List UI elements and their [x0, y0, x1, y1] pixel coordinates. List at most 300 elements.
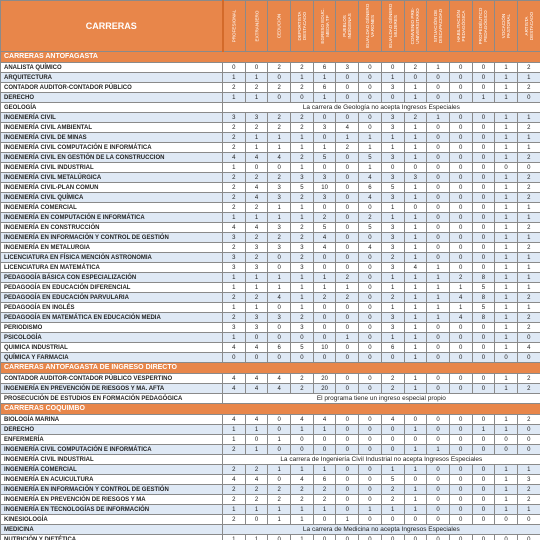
quota-cell: 2	[404, 63, 427, 73]
quota-cell: 0	[336, 213, 359, 223]
quota-cell: 1	[404, 143, 427, 153]
quota-cell: 0	[336, 93, 359, 103]
quota-cell: 3	[404, 173, 427, 183]
quota-cell: 1	[404, 465, 427, 475]
quota-cell: 2	[245, 293, 268, 303]
quota-cell: 1	[495, 183, 518, 193]
quota-cell: 0	[472, 173, 495, 183]
quota-cell: 0	[313, 263, 336, 273]
quota-cell: 2	[223, 243, 246, 253]
quota-cell: 1	[381, 333, 404, 343]
quota-cell: 0	[427, 143, 450, 153]
quota-cell: 0	[427, 203, 450, 213]
quota-cell: 1	[313, 465, 336, 475]
quota-cell: 0	[359, 253, 382, 263]
quota-cell: 0	[449, 213, 472, 223]
quota-cell: 0	[472, 475, 495, 485]
quota-cell: 2	[381, 485, 404, 495]
quota-cell: 0	[449, 143, 472, 153]
quota-cell: 0	[449, 163, 472, 173]
quota-cell: 1	[427, 63, 450, 73]
quota-cell: 3	[223, 233, 246, 243]
table-row	[1, 333, 540, 343]
quota-cell: 1	[517, 303, 540, 313]
career-name: CONTADOR AUDITOR-CONTADOR PÚBLICO VESPERTINO	[1, 374, 223, 384]
quota-cell: 0	[291, 333, 314, 343]
quota-cell: 2	[291, 123, 314, 133]
quota-cell: 0	[313, 163, 336, 173]
quota-cell: 0	[336, 465, 359, 475]
quota-cell: 4	[359, 173, 382, 183]
quota-cell: 4	[517, 343, 540, 353]
quota-cell: 1	[517, 283, 540, 293]
quota-cell: 0	[381, 425, 404, 435]
quota-cell: 2	[517, 223, 540, 233]
quota-cell: 3	[291, 243, 314, 253]
quota-cell: 2	[268, 173, 291, 183]
quota-cell: 1	[223, 93, 246, 103]
table-row	[1, 253, 540, 263]
table-row	[1, 283, 540, 293]
quota-cell: 0	[268, 263, 291, 273]
quota-cell: 0	[268, 333, 291, 343]
career-name: MEDICINA	[1, 525, 223, 535]
career-name: PEDAGOGÍA EN INGLÉS	[1, 303, 223, 313]
quota-cell: 0	[495, 435, 518, 445]
table-row	[1, 93, 540, 103]
quota-cell: 0	[313, 535, 336, 540]
quota-cell: 2	[223, 203, 246, 213]
quota-cell: 0	[449, 123, 472, 133]
quota-cell: 1	[495, 273, 518, 283]
quota-cell: 0	[359, 73, 382, 83]
quota-cell: 1	[495, 343, 518, 353]
column-header	[427, 1, 450, 52]
quota-cell: 0	[427, 93, 450, 103]
career-name: DERECHO	[1, 93, 223, 103]
table-row	[1, 163, 540, 173]
quota-cell: 1	[404, 233, 427, 243]
quota-cell: 3	[268, 193, 291, 203]
quota-cell: 0	[495, 535, 518, 540]
quota-cell: 0	[381, 445, 404, 455]
quota-cell: 1	[404, 223, 427, 233]
quota-cell: 1	[404, 293, 427, 303]
career-name: INGENIERÍA CIVIL INDUSTRIAL	[1, 455, 223, 465]
quota-cell: 3	[223, 323, 246, 333]
quota-cell: 0	[336, 73, 359, 83]
career-name: INGENIERÍA EN TECNOLOGÍAS DE INFORMACIÓN	[1, 505, 223, 515]
quota-cell: 10	[313, 183, 336, 193]
quota-cell: 1	[223, 535, 246, 540]
quota-cell: 0	[472, 73, 495, 83]
quota-cell: 0	[245, 333, 268, 343]
quota-cell: 6	[313, 63, 336, 73]
quota-cell: 4	[223, 153, 246, 163]
quota-cell: 1	[291, 515, 314, 525]
quota-cell: 4	[245, 223, 268, 233]
career-name: PEDAGOGÍA EN EDUCACIÓN DIFERENCIAL	[1, 283, 223, 293]
quota-cell: 1	[268, 465, 291, 475]
quota-cell: 1	[245, 283, 268, 293]
quota-cell: 0	[359, 374, 382, 384]
quota-cell: 2	[223, 515, 246, 525]
quota-cell: 1	[404, 333, 427, 343]
quota-cell: 1	[472, 93, 495, 103]
quota-cell: 0	[472, 445, 495, 455]
quota-cell: 1	[268, 515, 291, 525]
quota-cell: 1	[245, 535, 268, 540]
quota-cell: 5	[291, 343, 314, 353]
quota-cell: 1	[495, 384, 518, 394]
quota-cell: 0	[291, 93, 314, 103]
table-row	[1, 515, 540, 525]
quota-cell: 2	[381, 495, 404, 505]
quota-cell: 1	[291, 163, 314, 173]
quota-cell: 0	[359, 535, 382, 540]
quota-cell: 1	[291, 273, 314, 283]
quota-cell: 0	[449, 83, 472, 93]
quota-cell: 2	[517, 495, 540, 505]
column-header-label: SITUACIÓN DE DISCAPACIDAD	[433, 8, 444, 44]
column-header-label: HABILITACIÓN PEDAGÓGICA	[455, 10, 466, 42]
quota-cell: 4	[245, 384, 268, 394]
quota-cell: 3	[223, 253, 246, 263]
quota-cell: 1	[313, 273, 336, 283]
quota-cell: 1	[336, 333, 359, 343]
quota-cell: 5	[472, 283, 495, 293]
quota-cell: 4	[245, 475, 268, 485]
quota-cell: 0	[359, 83, 382, 93]
quota-cell: 2	[291, 374, 314, 384]
quota-cell: 1	[268, 203, 291, 213]
quota-cell: 1	[495, 374, 518, 384]
career-name: INGENIERÍA CIVIL QUÍMICA	[1, 193, 223, 203]
quota-cell: 2	[517, 83, 540, 93]
quota-cell: 0	[336, 505, 359, 515]
quota-cell: 0	[517, 425, 540, 435]
quota-cell: 0	[223, 353, 246, 363]
quota-cell: 2	[223, 123, 246, 133]
quota-cell: 2	[223, 293, 246, 303]
quota-cell: 2	[517, 183, 540, 193]
quota-cell: 2	[313, 293, 336, 303]
quota-cell: 4	[268, 293, 291, 303]
quota-cell: 4	[245, 415, 268, 425]
quota-cell: 0	[427, 133, 450, 143]
career-name: KINESIOLOGÍA	[1, 515, 223, 525]
quota-cell: 1	[404, 123, 427, 133]
quota-cell: 1	[313, 143, 336, 153]
quota-cell: 4	[359, 243, 382, 253]
quota-cell: 0	[359, 303, 382, 313]
quota-cell: 0	[472, 435, 495, 445]
quota-cell: 5	[359, 153, 382, 163]
quota-cell: 1	[495, 293, 518, 303]
quota-cell: 1	[404, 485, 427, 495]
quota-cell: 3	[381, 193, 404, 203]
table-row	[1, 435, 540, 445]
quota-cell: 3	[291, 323, 314, 333]
quota-cell: 1	[245, 303, 268, 313]
career-name: INGENIERÍA EN INFORMACIÓN Y CONTROL DE GESTIÓN	[1, 485, 223, 495]
quota-cell: 0	[313, 353, 336, 363]
quota-cell: 4	[449, 313, 472, 323]
column-header	[359, 1, 382, 52]
quota-cell: 0	[472, 323, 495, 333]
quota-cell: 0	[449, 73, 472, 83]
quota-cell: 0	[359, 233, 382, 243]
quota-cell: 0	[495, 353, 518, 363]
quota-cell: 3	[245, 263, 268, 273]
quota-cell: 1	[313, 73, 336, 83]
table-row	[1, 374, 540, 384]
quota-cell: 1	[495, 63, 518, 73]
quota-cell: 0	[427, 505, 450, 515]
quota-cell: 1	[245, 505, 268, 515]
quota-cell: 0	[449, 495, 472, 505]
career-name: LICENCIATURA EN FÍSICA MENCIÓN ASTRONOMIA	[1, 253, 223, 263]
quota-cell: 4	[291, 475, 314, 485]
quota-cell: 0	[359, 123, 382, 133]
quota-cell: 3	[381, 173, 404, 183]
quota-cell: 1	[336, 133, 359, 143]
quota-cell: 0	[472, 374, 495, 384]
column-header	[517, 1, 540, 52]
quota-cell: 6	[268, 343, 291, 353]
career-name: INGENIERÍA EN CONSTRUCCIÓN	[1, 223, 223, 233]
quota-cell: 1	[404, 133, 427, 143]
column-header	[336, 1, 359, 52]
quota-cell: 0	[359, 415, 382, 425]
section-title: CARRERAS ANTOFAGASTA DE INGRESO DIRECTO	[1, 363, 540, 374]
quota-cell: 0	[449, 253, 472, 263]
quota-cell: 2	[404, 113, 427, 123]
quota-cell: 0	[359, 495, 382, 505]
career-name: ENFERMERÍA	[1, 435, 223, 445]
quota-cell: 2	[245, 465, 268, 475]
table-row	[1, 173, 540, 183]
table-row	[1, 203, 540, 213]
quota-cell: 2	[291, 313, 314, 323]
quota-cell: 6	[313, 83, 336, 93]
quota-cell: 0	[359, 475, 382, 485]
quota-cell: 1	[313, 283, 336, 293]
quota-cell: 0	[359, 435, 382, 445]
quota-cell: 2	[313, 495, 336, 505]
quota-cell: 1	[291, 505, 314, 515]
quota-cell: 1	[404, 303, 427, 313]
quota-cell: 2	[223, 485, 246, 495]
quota-cell: 0	[359, 353, 382, 363]
quota-cell: 1	[404, 193, 427, 203]
quota-cell: 0	[268, 93, 291, 103]
quota-cell: 1	[359, 133, 382, 143]
quota-cell: 1	[495, 465, 518, 475]
quota-cell: 1	[268, 273, 291, 283]
quota-cell: 3	[381, 153, 404, 163]
quota-cell: 0	[449, 353, 472, 363]
quota-cell: 2	[517, 485, 540, 495]
quota-cell: 1	[223, 273, 246, 283]
quota-cell: 0	[359, 113, 382, 123]
quota-cell: 0	[427, 495, 450, 505]
quota-cell: 1	[359, 505, 382, 515]
quota-cell: 0	[472, 343, 495, 353]
quota-cell: 4	[223, 415, 246, 425]
quota-cell: 1	[245, 73, 268, 83]
quota-cell: 0	[427, 333, 450, 343]
quota-cell: 4	[245, 374, 268, 384]
quota-cell: 1	[495, 213, 518, 223]
section-title: CARRERAS ANTOFAGASTA	[1, 52, 540, 63]
quota-cell: 1	[223, 333, 246, 343]
career-name: INGENIERÍA CIVIL COMPUTACIÓN E INFORMÁTICA	[1, 445, 223, 455]
quota-cell: 0	[449, 263, 472, 273]
quota-cell: 0	[245, 353, 268, 363]
quota-cell: 0	[449, 63, 472, 73]
quota-cell: 0	[336, 193, 359, 203]
quota-cell: 4	[268, 384, 291, 394]
quota-cell: 6	[359, 183, 382, 193]
quota-cell: 0	[427, 374, 450, 384]
career-name: ARQUITECTURA	[1, 73, 223, 83]
table-row	[1, 273, 540, 283]
quota-cell: 1	[517, 273, 540, 283]
quota-cell: 0	[404, 415, 427, 425]
quota-cell: 0	[472, 353, 495, 363]
quota-cell: 0	[427, 153, 450, 163]
quota-cell: 0	[359, 263, 382, 273]
table-row	[1, 415, 540, 425]
table-row	[1, 313, 540, 323]
quota-cell: 1	[404, 253, 427, 263]
quota-cell: 0	[359, 515, 382, 525]
quota-cell: 1	[449, 283, 472, 293]
quota-cell: 0	[245, 435, 268, 445]
quota-cell: 1	[404, 153, 427, 163]
quota-cell: 2	[268, 123, 291, 133]
quota-cell: 0	[336, 435, 359, 445]
quota-cell: 1	[495, 223, 518, 233]
quota-cell: 2	[245, 83, 268, 93]
table-row	[1, 485, 540, 495]
quota-cell: 0	[359, 93, 382, 103]
quota-cell: 3	[313, 193, 336, 203]
career-name: INGENIERÍA CIVIL COMPUTACIÓN E INFORMÁTICA	[1, 143, 223, 153]
quota-cell: 0	[427, 123, 450, 133]
quota-cell: 20	[313, 374, 336, 384]
quota-cell: 0	[449, 193, 472, 203]
quota-cell: 0	[359, 293, 382, 303]
quota-cell: 0	[427, 183, 450, 193]
table-row	[1, 83, 540, 93]
quota-cell: 1	[517, 143, 540, 153]
quota-cell: 3	[245, 313, 268, 323]
quota-cell: 1	[291, 143, 314, 153]
quota-cell: 1	[495, 233, 518, 243]
career-name: INGENIERÍA COMERCIAL	[1, 465, 223, 475]
quota-cell: 1	[245, 273, 268, 283]
quota-cell: 4	[381, 415, 404, 425]
quota-cell: 4	[223, 384, 246, 394]
quota-cell: 0	[313, 435, 336, 445]
quota-cell: 1	[245, 213, 268, 223]
quota-cell: 1	[291, 73, 314, 83]
quota-cell: 1	[427, 293, 450, 303]
quota-cell: 3	[245, 323, 268, 333]
quota-cell: 0	[313, 133, 336, 143]
quota-cell: 0	[427, 384, 450, 394]
quota-cell: 0	[472, 253, 495, 263]
quota-cell: 3	[517, 475, 540, 485]
quota-cell: 0	[472, 505, 495, 515]
quota-cell: 0	[427, 465, 450, 475]
quota-cell: 1	[359, 163, 382, 173]
section-header-row	[1, 404, 540, 415]
quota-cell: 1	[404, 505, 427, 515]
quota-cell: 0	[427, 253, 450, 263]
quota-cell: 1	[313, 93, 336, 103]
quota-cell: 1	[291, 535, 314, 540]
quota-cell: 2	[336, 273, 359, 283]
quota-cell: 1	[495, 93, 518, 103]
quota-cell: 0	[472, 203, 495, 213]
table-row	[1, 263, 540, 273]
quota-cell: 0	[449, 223, 472, 233]
quota-cell: 0	[472, 143, 495, 153]
quota-cell: 0	[336, 243, 359, 253]
quota-cell: 0	[359, 425, 382, 435]
career-name: INGENIERÍA CIVIL INDUSTRIAL	[1, 163, 223, 173]
table-row	[1, 323, 540, 333]
quota-cell: 1	[495, 495, 518, 505]
quota-cell: 1	[245, 445, 268, 455]
quota-cell: 5	[359, 223, 382, 233]
quota-cell: 0	[336, 374, 359, 384]
table-row	[1, 123, 540, 133]
quota-cell: 1	[223, 435, 246, 445]
quota-cell: 0	[336, 253, 359, 263]
quota-cell: 1	[517, 263, 540, 273]
quota-cell: 1	[517, 253, 540, 263]
quota-cell: 0	[223, 63, 246, 73]
quota-cell: 2	[336, 293, 359, 303]
career-name: INGENIERÍA CIVIL-PLAN COMUN	[1, 183, 223, 193]
quota-cell: 0	[359, 343, 382, 353]
quota-cell: 3	[381, 113, 404, 123]
quota-cell: 0	[472, 333, 495, 343]
career-name: INGENIERÍA CIVIL DE MINAS	[1, 133, 223, 143]
quota-cell: 2	[381, 384, 404, 394]
quota-cell: 2	[517, 313, 540, 323]
quota-cell: 1	[404, 495, 427, 505]
quota-cell: 1	[495, 73, 518, 83]
quota-cell: 1	[223, 73, 246, 83]
quota-cell: 0	[427, 193, 450, 203]
quota-cell: 1	[495, 133, 518, 143]
quota-cell: 1	[381, 303, 404, 313]
table-row	[1, 505, 540, 515]
quota-cell: 1	[495, 303, 518, 313]
quota-cell: 0	[472, 233, 495, 243]
quota-cell: 0	[472, 213, 495, 223]
quota-cell: 1	[404, 313, 427, 323]
quota-cell: 0	[359, 283, 382, 293]
column-header	[472, 1, 495, 52]
quota-cell: 2	[517, 123, 540, 133]
quota-cell: 0	[427, 233, 450, 243]
